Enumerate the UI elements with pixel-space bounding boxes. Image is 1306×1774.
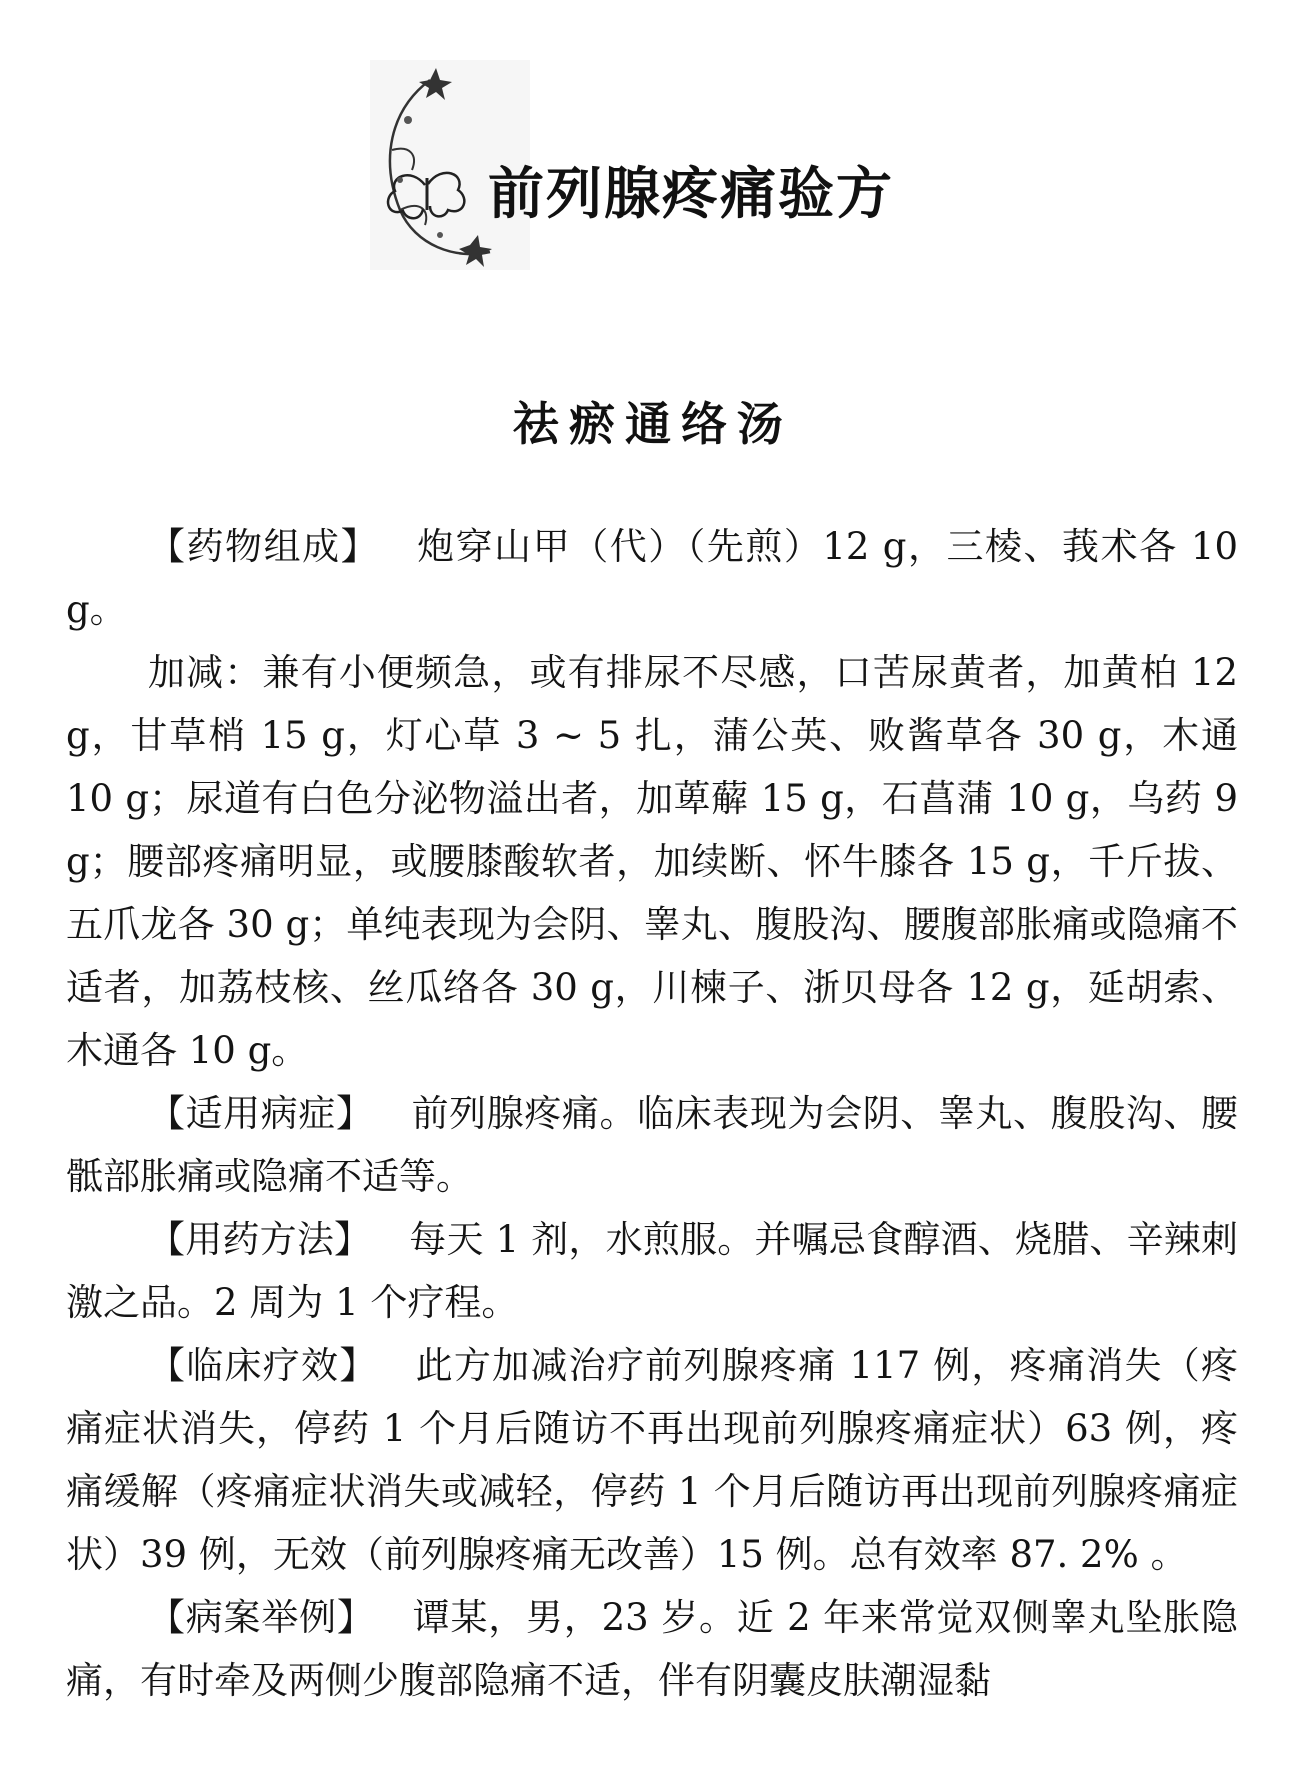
composition-text: 炮穿山甲（代）（先煎）12 g，三棱、莪术各 10 g。 <box>66 525 1238 631</box>
modification-paragraph <box>66 641 1238 1082</box>
case-label: 【病案举例】 <box>148 1596 375 1639</box>
usage-paragraph <box>66 1208 1238 1334</box>
case-paragraph <box>66 1586 1238 1712</box>
case-text: 谭某，男，23 岁。近 2 年来常觉双侧睾丸坠胀隐痛，有时牵及两侧少腹部隐痛不适，伴有阴囊皮肤潮湿黏 <box>66 1596 1238 1702</box>
indications-paragraph <box>66 1082 1238 1208</box>
modification-text: 加减：兼有小便频急，或有排尿不尽感，口苦尿黄者，加黄柏 12 g，甘草梢 15 g，灯心草 3 ~ 5 扎，蒲公英、败酱草各 30 g，木通 10 g；尿道有白色分泌物溢出者，加萆薢 15 g，石菖蒲 10 g，乌药 9 g；腰部疼痛明显，或腰膝酸软者，加续断、怀牛膝各 15 g，千斤拔、五爪龙各 30 g；单纯表现为会阴、睾丸、腹股沟、腰腹部胀痛或隐痛不适者，加荔枝核、丝瓜络各 30 g，川楝子、浙贝母各 12 g，延胡索、木通各 10 g。 <box>66 651 1238 1072</box>
efficacy-label: 【临床疗效】 <box>148 1344 378 1387</box>
composition-paragraph <box>66 515 1238 641</box>
composition-label: 【药物组成】 <box>148 525 380 568</box>
indications-text: 前列腺疼痛。临床表现为会阴、睾丸、腹股沟、腰骶部胀痛或隐痛不适等。 <box>66 1092 1239 1198</box>
chapter-header <box>370 60 990 280</box>
usage-label: 【用药方法】 <box>148 1218 372 1261</box>
efficacy-text: 此方加减治疗前列腺疼痛 117 例，疼痛消失（疼痛症状消失，停药 1 个月后随访不再出现前列腺疼痛症状）63 例，疼痛缓解（疼痛症状消失或减轻，停药 1 个月后随访再出现前列腺疼痛症状）39 例，无效（前列腺疼痛无改善）15 例。总有效率 87. 2% 。 <box>66 1344 1239 1576</box>
recipe-title: 祛瘀通络汤 <box>513 397 793 451</box>
indications-label: 【适用病症】 <box>148 1092 374 1135</box>
usage-text: 每天 1 剂，水煎服。并嘱忌食醇酒、烧腊、辛辣刺激之品。2 周为 1 个疗程。 <box>66 1218 1239 1324</box>
chapter-title: 前列腺疼痛验方 <box>488 161 894 227</box>
efficacy-paragraph <box>66 1334 1238 1586</box>
recipe-body <box>66 515 1238 1712</box>
